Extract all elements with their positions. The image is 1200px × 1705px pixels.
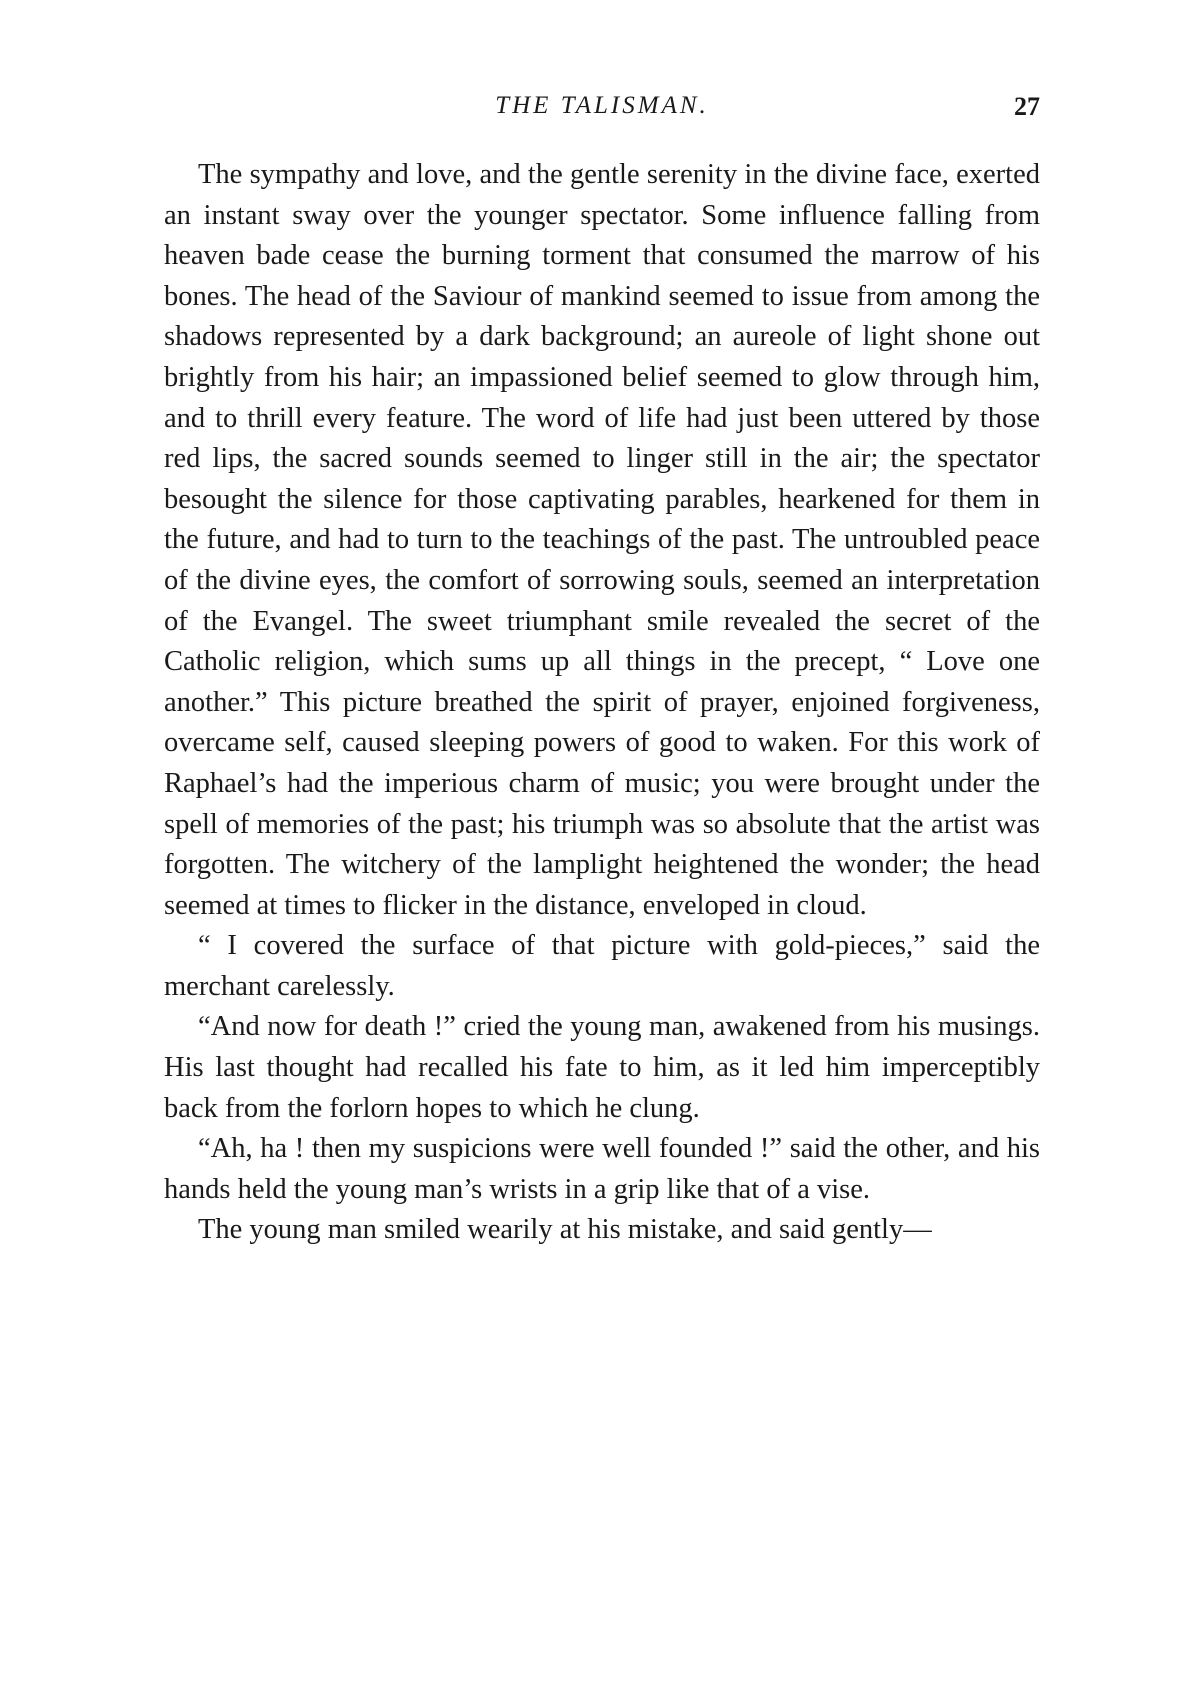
- paragraph-reply: The young man smiled wearily at his mistake, and said gently—: [198, 1214, 932, 1246]
- running-title: THE TALISMAN.: [495, 92, 709, 119]
- paragraph-young-man-cry: “And now for death !” cried the young man, awakened from his musings. His last thought had recalled his fate to him, as it led him imperceptibly back from the forlorn hopes to which he clung.: [164, 1011, 1040, 1124]
- paragraph-suspicions: “Ah, ha ! then my suspicions were well founded !” said the other, and his hands held the young man’s wrists in a grip like that of a vise.: [164, 1133, 1040, 1205]
- paragraph-merchant-remark: “ I covered the surface of that picture with gold-pieces,” said the merchant carelessly.: [164, 930, 1040, 1002]
- page-number: 27: [1014, 92, 1040, 121]
- body-text: [164, 155, 1040, 1251]
- running-head: [164, 92, 1040, 128]
- paragraph-description: The sympathy and love, and the gentle serenity in the divine face, exerted an instant sway over the younger spectator. Some influence falling from heaven bade cease the burning torment that consumed the marrow of his bones. The head of the Saviour of mankind seemed to issue from among the shadows represented by a dark background; an aureole of light shone out brightly from his hair; an impassioned belief seemed to glow through him, and to thrill every feature. The word of life had just been uttered by those red lips, the sacred sounds seemed to linger still in the air; the spectator besought the silence for those captivating parables, hearkened for them in the future, and had to turn to the teachings of the past. The untroubled peace of the divine eyes, the comfort of sorrowing souls, seemed an interpretation of the Evangel. The sweet triumphant smile revealed the secret of the Catholic religion, which sums up all things in the precept, “ Love one another.” This picture breathed the spirit of prayer, enjoined forgiveness, overcame self, caused sleeping powers of good to waken. For this work of Raphael’s had the imperious charm of music; you were brought under the spell of memories of the past; his triumph was so absolute that the artist was forgotten. The witchery of the lamplight heightened the wonder; the head seemed at times to flicker in the distance, enveloped in cloud.: [164, 159, 1040, 921]
